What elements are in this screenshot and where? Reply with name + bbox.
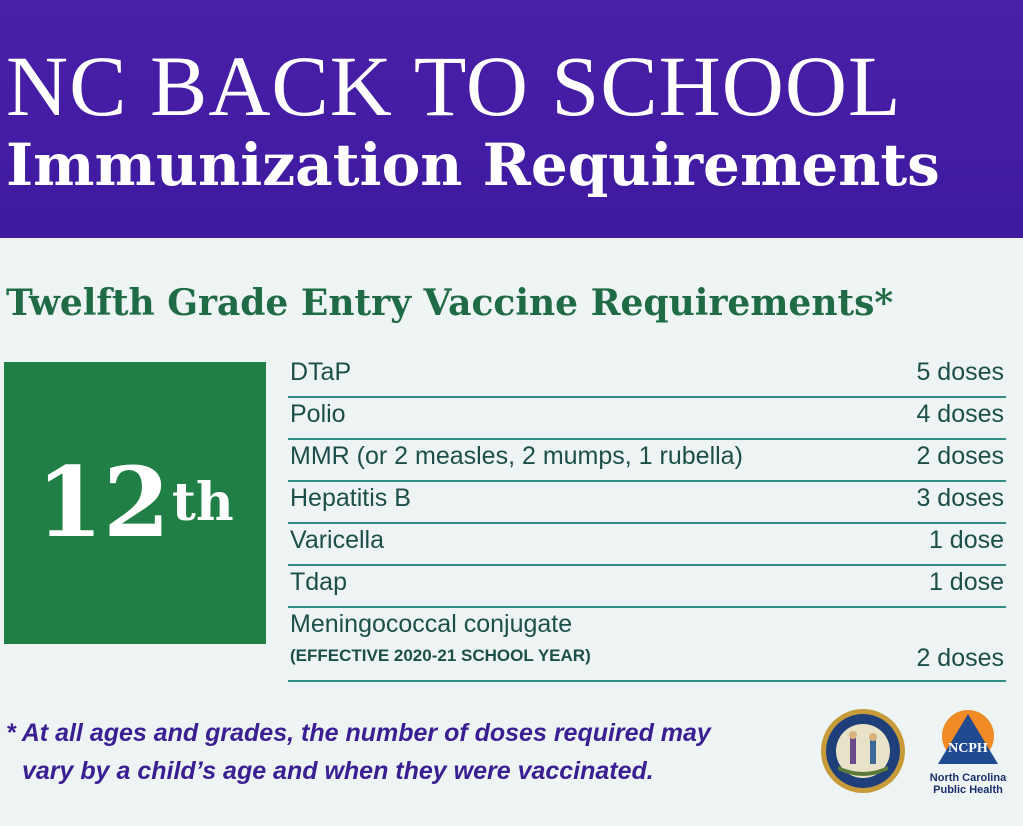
vaccine-doses: 1 dose	[928, 568, 1004, 596]
vaccine-name: Polio	[290, 400, 346, 428]
vaccine-name: Meningococcal conjugate	[290, 610, 573, 638]
vaccine-row-polio	[288, 398, 1006, 440]
ncph-emblem-icon	[918, 706, 1018, 772]
vaccine-doses: 3 doses	[916, 484, 1004, 512]
grade-suffix: th	[171, 472, 234, 533]
ncph-name	[918, 772, 1018, 796]
nc-state-seal-icon	[820, 708, 906, 794]
vaccine-doses: 5 doses	[916, 358, 1004, 386]
vaccine-row-dtap	[288, 356, 1006, 398]
vaccine-row-varicella	[288, 524, 1006, 566]
banner-title: NC BACK TO SCHOOL	[6, 38, 902, 134]
vaccine-row-meningococcal	[288, 608, 1006, 682]
vaccine-row-hepatitis-b	[288, 482, 1006, 524]
vaccine-doses: 1 dose	[928, 526, 1004, 554]
vaccine-doses: 2 doses	[916, 644, 1004, 672]
vaccine-row-tdap	[288, 566, 1006, 608]
ncph-name-line-1: North Carolina	[929, 772, 1007, 784]
vaccine-name: Varicella	[290, 526, 385, 554]
vaccine-doses: 2 doses	[916, 442, 1004, 470]
ncph-logo	[918, 706, 1018, 798]
grade-number: 12	[36, 446, 170, 559]
vaccine-name: DTaP	[290, 358, 352, 386]
ncph-name-line-2: Public Health	[933, 784, 1003, 796]
vaccine-table	[288, 356, 1006, 682]
vaccine-note: (EFFECTIVE 2020-21 SCHOOL YEAR)	[290, 646, 591, 665]
footnote	[6, 714, 711, 790]
footnote-line-2: vary by a child’s age and when they were vaccinated.	[22, 757, 654, 785]
banner-subtitle: Immunization Requirements	[6, 131, 940, 199]
section-title: Twelfth Grade Entry Vaccine Requirements*	[6, 282, 894, 324]
footnote-line-1: * At all ages and grades, the number of doses required may	[6, 719, 711, 747]
grade-badge	[4, 362, 266, 644]
header-banner	[0, 0, 1023, 238]
vaccine-doses: 4 doses	[916, 400, 1004, 428]
vaccine-name: Hepatitis B	[290, 484, 411, 512]
vaccine-name: Tdap	[290, 568, 347, 596]
vaccine-name: MMR (or 2 measles, 2 mumps, 1 rubella)	[290, 442, 743, 470]
ncph-abbr: NCPH	[948, 741, 988, 756]
vaccine-row-mmr	[288, 440, 1006, 482]
